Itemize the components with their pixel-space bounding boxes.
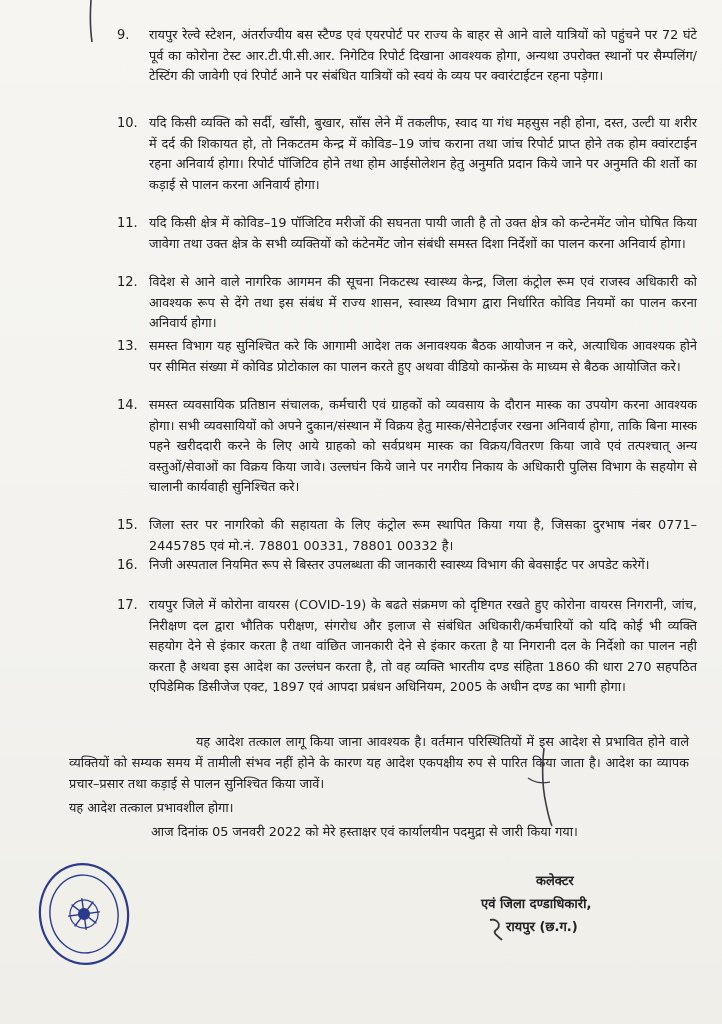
clause-text: समस्त विभाग यह सुनिश्चित करे कि आगामी आदेश तक अनावश्यक बैठक आयोजन न करे, अत्याधिक आवश्यक होने पर सीमित संख्या में कोविड प्रोटोकाल का पालन करते हुए अथवा वीडियो कान्फ्रेंस के माध्यम से बैठक आयोजित करे। bbox=[149, 339, 697, 375]
effective-line: यह आदेश तत्काल प्रभावशील होगा। bbox=[69, 801, 234, 816]
signature-mark bbox=[486, 916, 508, 942]
signatory-title: कलेक्टर bbox=[536, 874, 574, 889]
official-seal bbox=[34, 858, 134, 970]
handwritten-mark-bottom bbox=[520, 748, 560, 828]
closing-paragraph: यह आदेश तत्काल लागू किया जाना आवश्यक है। वर्तमान परिस्थितियों में इस आदेश से प्रभावित होने वाले व्यक्तियों को सम्यक समय में तामीली संभव नहीं होने के कारण यह आदेश एकपक्षीय रुप से पारित किया जाता है। आदेश का व्यापक प्रचार–प्रसार तथा कड़ाई से पालन सुनिश्चित किया जावें। bbox=[69, 735, 689, 792]
clause-text: यदि किसी व्यक्ति को सर्दी, खाँसी, बुखार, साँस लेने में तकलीफ, स्वाद या गंध महसुस नही होना, दस्त, उल्टी या शरीर में दर्द की शिकायत हो, तो निकटतम केन्द्र में कोविड–19 जांच कराना तथा जांच रिपोर्ट प्राप्त होने तक होम क्वांरटाईन रहना अनिवार्य होगा। रिपोर्ट पॉजिटिव होने तथा होम आईसोलेशन हेतु अनुमति प्रदान किये जाने पर अनुमति की शर्तो का कड़ाई से पालन करना अनिवार्य होगा। bbox=[149, 116, 697, 193]
clause-number: 13. bbox=[117, 339, 138, 354]
signatory-location: रायपुर (छ.ग.) bbox=[506, 920, 578, 935]
clause-number: 9. bbox=[117, 28, 130, 43]
clause-text: जिला स्तर पर नागरिको की सहायता के लिए कंट्रोल रूम स्थापित किया गया है, जिसका दुरभाष नंबर 0771– 2445785 एवं मो.नं. 78801 00331, 78801 00332 है। bbox=[149, 518, 697, 554]
clause-number: 11. bbox=[117, 216, 138, 231]
clause-number: 12. bbox=[117, 275, 138, 290]
handwritten-mark-top bbox=[84, 0, 96, 44]
clause-text: निजी अस्पताल नियमित रूप से बिस्तर उपलब्धता की जानकारी स्वास्थ्य विभाग की बेवसाईट पर अपडेट करेगें। bbox=[149, 558, 650, 573]
signatory-designation: एवं जिला दण्डाधिकारी, bbox=[481, 897, 592, 912]
issue-date-line: आज दिनांक 05 जनवरी 2022 को मेरे हस्ताक्षर एवं कार्यालयीन पदमुद्रा से जारी किया गया। bbox=[151, 825, 578, 840]
clause-number: 10. bbox=[117, 116, 138, 131]
clause-text: विदेश से आने वाले नागरिक आगमन की सूचना निकटस्थ स्वास्थ्य केन्द्र, जिला कंट्रोल रूम एवं राजस्व अधिकारी को आवश्यक रूप से देंगे तथा इस संबंध में राज्य शासन, स्वास्थ्य विभाग द्वारा निर्धारित कोविड नियमों का पालन करना अनिवार्य होगा। bbox=[149, 275, 697, 332]
clause-text: रायपुर जिले में कोरोना वायरस (COVID-19) के बढते संक्रमण को दृष्टिगत रखते हुए कोरोना वायरस निगरानी, जांच, निरीक्षण दल द्वारा भौतिक परीक्षण, संगरोध और इलाज से संबंधित अधिकारी/कर्मचारियों को यदि कोई भी व्यक्ति सहयोग देने से इंकार करता है तथा वांछित जानकारी देने से इंकार करता है या निगरानी दल के निर्देशो का पालन नही करता है अथवा इस आदेश का उल्लंघन करता है, तो वह व्यक्ति भारतीय दण्ड संहिता 1860 की धारा 270 सहपठित एपिडेमिक डिसीजेज एक्ट, 1897 एवं आपदा प्रबंधन अधिनियम, 2005 के अधीन दण्ड का भागी होगा। bbox=[149, 598, 697, 696]
clause-number: 14. bbox=[117, 398, 138, 413]
clause-number: 17. bbox=[117, 598, 138, 613]
clause-text: यदि किसी क्षेत्र में कोविड–19 पॉजिटिव मरीजों की सघनता पायी जाती है तो उक्त क्षेत्र को कन्टेनमेंट जोन घोषित किया जावेगा तथा उक्त क्षेत्र के सभी व्यक्तियों को कंटेनमेंट जोन संबंधी समस्त दिशा निर्देशों का पालन करना अनिवार्य होगा। bbox=[149, 216, 697, 252]
clause-text: रायपुर रेल्वे स्टेशन, अंतर्राज्यीय बस स्टैण्ड एवं एयरपोर्ट पर राज्य के बाहर से आने वाले यात्रियों को पहुंचने पर 72 घंटे पूर्व का कोरोना टेस्ट आर.टी.पी.सी.आर. निगेटिव रिपोर्ट दिखाना आवश्यक होगा, अन्यथा उपरोक्त स्थानों पर सैम्पलिंग/टेस्टिंग की जावेगी एवं रिपोर्ट आने पर संबंधित यात्रियों को स्वयं के व्यय पर क्वारंटाईटन रहना पड़ेगा। bbox=[149, 28, 698, 85]
clause-number: 16. bbox=[117, 558, 138, 573]
clause-text: समस्त व्यवसायिक प्रतिष्ठान संचालक, कर्मचारी एवं ग्राहकों को व्यवसाय के दौरान मास्क का उपयोग करना आवश्यक होगा। सभी व्यवसायियों को अपने दुकान/संस्थान में विक्रय हेतु मास्क/सेनेटाईजर रखना अनिवार्य होगा, ताकि बिना मास्क पहने खरीददारी करने के लिए आये ग्राहको को सर्वप्रथम मास्क का विक्रय/वितरण किया जावे एवं तत्पश्चात् अन्य वस्तुओं/सेवाओं का विक्रय किया जावे। उल्लघंन किये जाने पर नगरीय निकाय के अधिकारी पुलिस विभाग के सहयोग से चालानी कार्यवाही सुनिश्चित करे। bbox=[149, 398, 698, 496]
clause-number: 15. bbox=[117, 518, 138, 533]
